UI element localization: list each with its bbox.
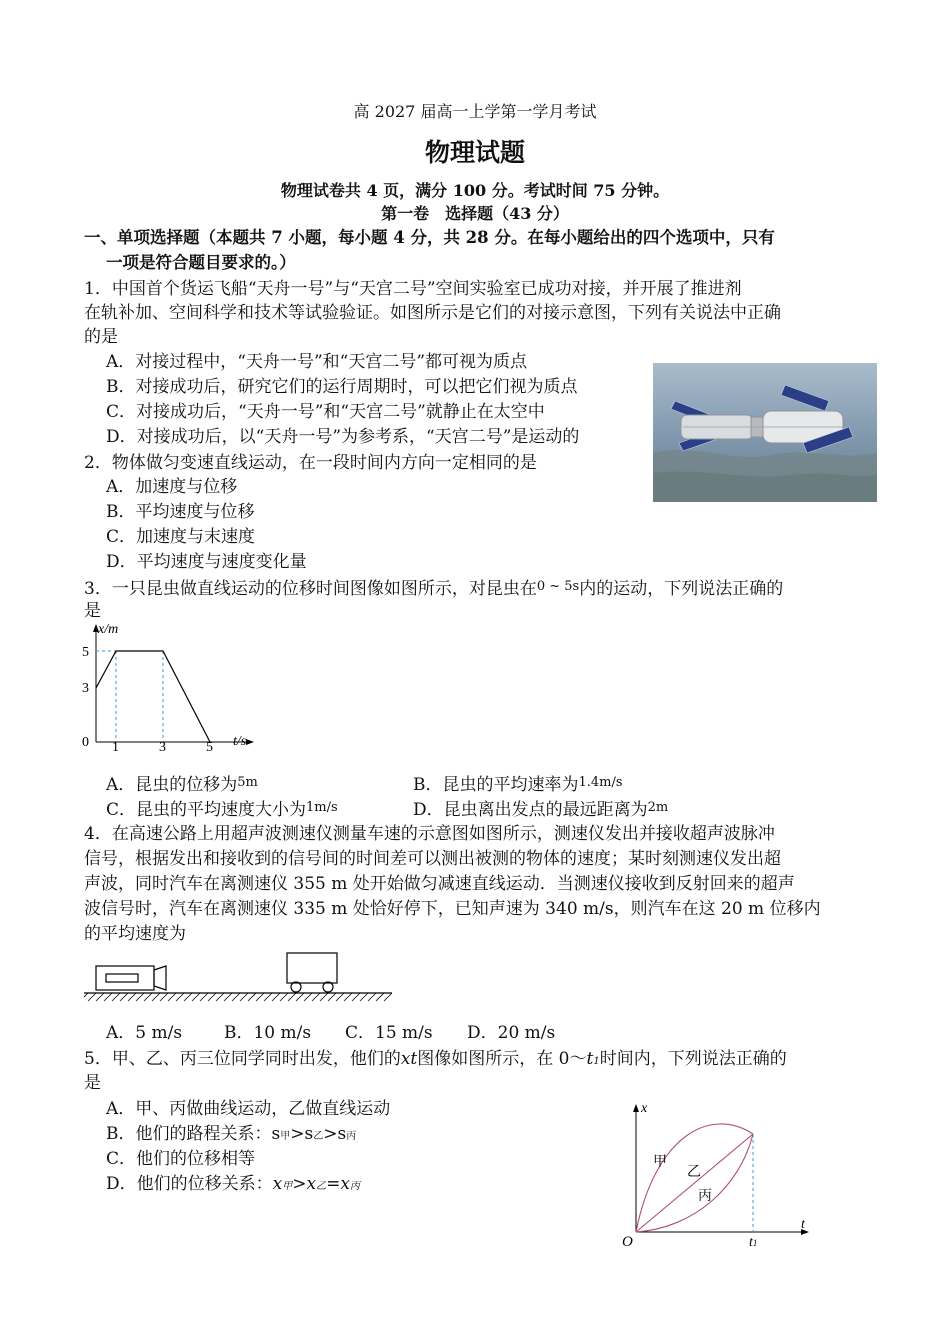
q4-stem-line5: 的平均速度为 [84,924,186,944]
q2-option-c: C．加速度与末速度 [106,527,256,547]
q1-option-d: D．对接成功后，以“天舟一号”为参考系，“天宫二号”是运动的 [106,427,580,447]
q3-option-c: C．昆虫的平均速度大小为$^{1m/s}$ [106,800,338,820]
ground-hatching [84,993,392,1001]
q3-option-d: D．昆虫离出发点的最远距离为$^{2m}$ [413,800,669,820]
q4-speed-gun-diagram [84,948,396,1008]
q5-option-d: D．他们的位移关系：x甲>x乙=x丙 [106,1174,360,1194]
label-jia: 甲 [653,1155,667,1170]
q2-option-a: A．加速度与位移 [106,477,238,497]
q2-option-d: D．平均速度与速度变化量 [106,552,307,572]
q5-option-c: C．他们的位移相等 [106,1149,256,1169]
q3-y-label: x/m [98,622,119,637]
q3-stem-a: 3．一只昆虫做直线运动的位移时间图像如图所示，对昆虫在 [84,579,537,599]
q5-stem-line2: 是 [84,1073,101,1093]
exam-header: 高 2027 届高一上学第一学月考试 [353,102,597,121]
q1-stem-line3: 的是 [84,327,118,347]
section-heading-line2: 一项是符合题目要求的。） [106,253,296,272]
q3-ytick-3: 3 [82,681,89,696]
q5-option-b: B．他们的路程关系：s甲>s乙>s丙 [106,1124,357,1144]
q3-stem-c: 是 [84,601,101,621]
q5-origin: O [622,1234,633,1248]
q1-stem-line1: 1．中国首个货运飞船“天舟一号”与“天宫二号”空间实验室已成功对接，并开展了推进剂 [84,279,742,299]
q5-t1-label: t1 [749,1235,758,1248]
q4-stem-line4: 波信号时，汽车在离测速仪 335 m 处恰好停下，已知声速为 340 m/s，则汽车在这 20 m 位移内 [84,899,821,919]
q3-xtick-3: 3 [159,740,166,755]
volume-heading: 第一卷 选择题（43 分） [381,204,569,223]
label-bing: 丙 [698,1189,712,1204]
q3-option-a: A．昆虫的位移为$^{5m}$ [106,775,258,795]
q5-xt-graph [615,1096,815,1248]
q1-option-c: C．对接成功后，“天舟一号”和“天宫二号”就静止在太空中 [106,402,545,422]
q1-option-b: B．对接成功后，研究它们的运行周期时，可以把它们视为质点 [106,377,578,397]
q4-option-a: A．5 m/s [106,1023,183,1043]
q4-stem-line2: 信号，根据发出和接收到的信号间的时间差可以测出被测的物体的速度；某时刻测速仪发出超 [84,849,781,869]
q3-xtick-1: 1 [112,740,119,755]
q2-option-b: B．平均速度与位移 [106,502,255,522]
q3-ytick-0: 0 [82,735,89,750]
q4-stem-line1: 4．在高速公路上用超声波测速仪测量车速的示意图如图所示，测速仪发出并接收超声波脉冲 [84,824,775,844]
q3-displacement-line [96,651,210,742]
q4-option-d: D．20 m/s [467,1023,556,1043]
q1-option-a: A．对接过程中，“天舟一号”和“天宫二号”都可视为质点 [106,352,528,372]
q3-ytick-5: 5 [82,645,89,660]
q4-option-c: C．15 m/s [345,1023,433,1043]
q5-stem-line1: 5．甲、乙、丙三位同学同时出发，他们的xt图像如图所示，在 0～t1时间内，下列说法正确的 [84,1049,787,1069]
label-yi: 乙 [687,1165,701,1180]
q3-stem-line1 [84,575,783,601]
q5-x-label: t [801,1217,805,1232]
q3-stem-b: 内的运动，下列说法正确的 [579,579,784,599]
car [287,953,337,992]
docking-photo [653,363,877,502]
q1-stem-line2: 在轨补加、空间科学和技术等试验验证。如图所示是它们的对接示意图，下列有关说法中正确 [84,303,781,323]
q5-y-label: x [641,1101,648,1116]
q3-option-b: B．昆虫的平均速率为$^{1.4m/s}$ [413,775,623,795]
q5-option-a: A．甲、丙做曲线运动，乙做直线运动 [106,1099,391,1119]
q3-xtick-5: 5 [206,740,213,755]
section-heading-line1: 一、单项选择题（本题共 7 小题，每小题 4 分，共 28 分。在每小题给出的四个选项中，只有 [84,228,775,247]
exam-info: 物理试卷共 4 页，满分 100 分。考试时间 75 分钟。 [280,181,670,200]
speed-gun [96,966,166,990]
q2-stem: 2．物体做匀变速直线运动，在一段时间内方向一定相同的是 [84,453,537,473]
page-title: 物理试题 [424,138,525,167]
q3-xt-graph [76,618,276,758]
q4-stem-line3: 声波，同时汽车在离测速仪 355 m 处开始做匀减速直线运动．当测速仪接收到反射回来的超声 [84,874,795,894]
line-yi [636,1134,753,1232]
q3-time-range: 0 ~ 5s [536,579,580,594]
q3-x-label: t/s [233,734,247,749]
q4-option-b: B．10 m/s [224,1023,312,1043]
